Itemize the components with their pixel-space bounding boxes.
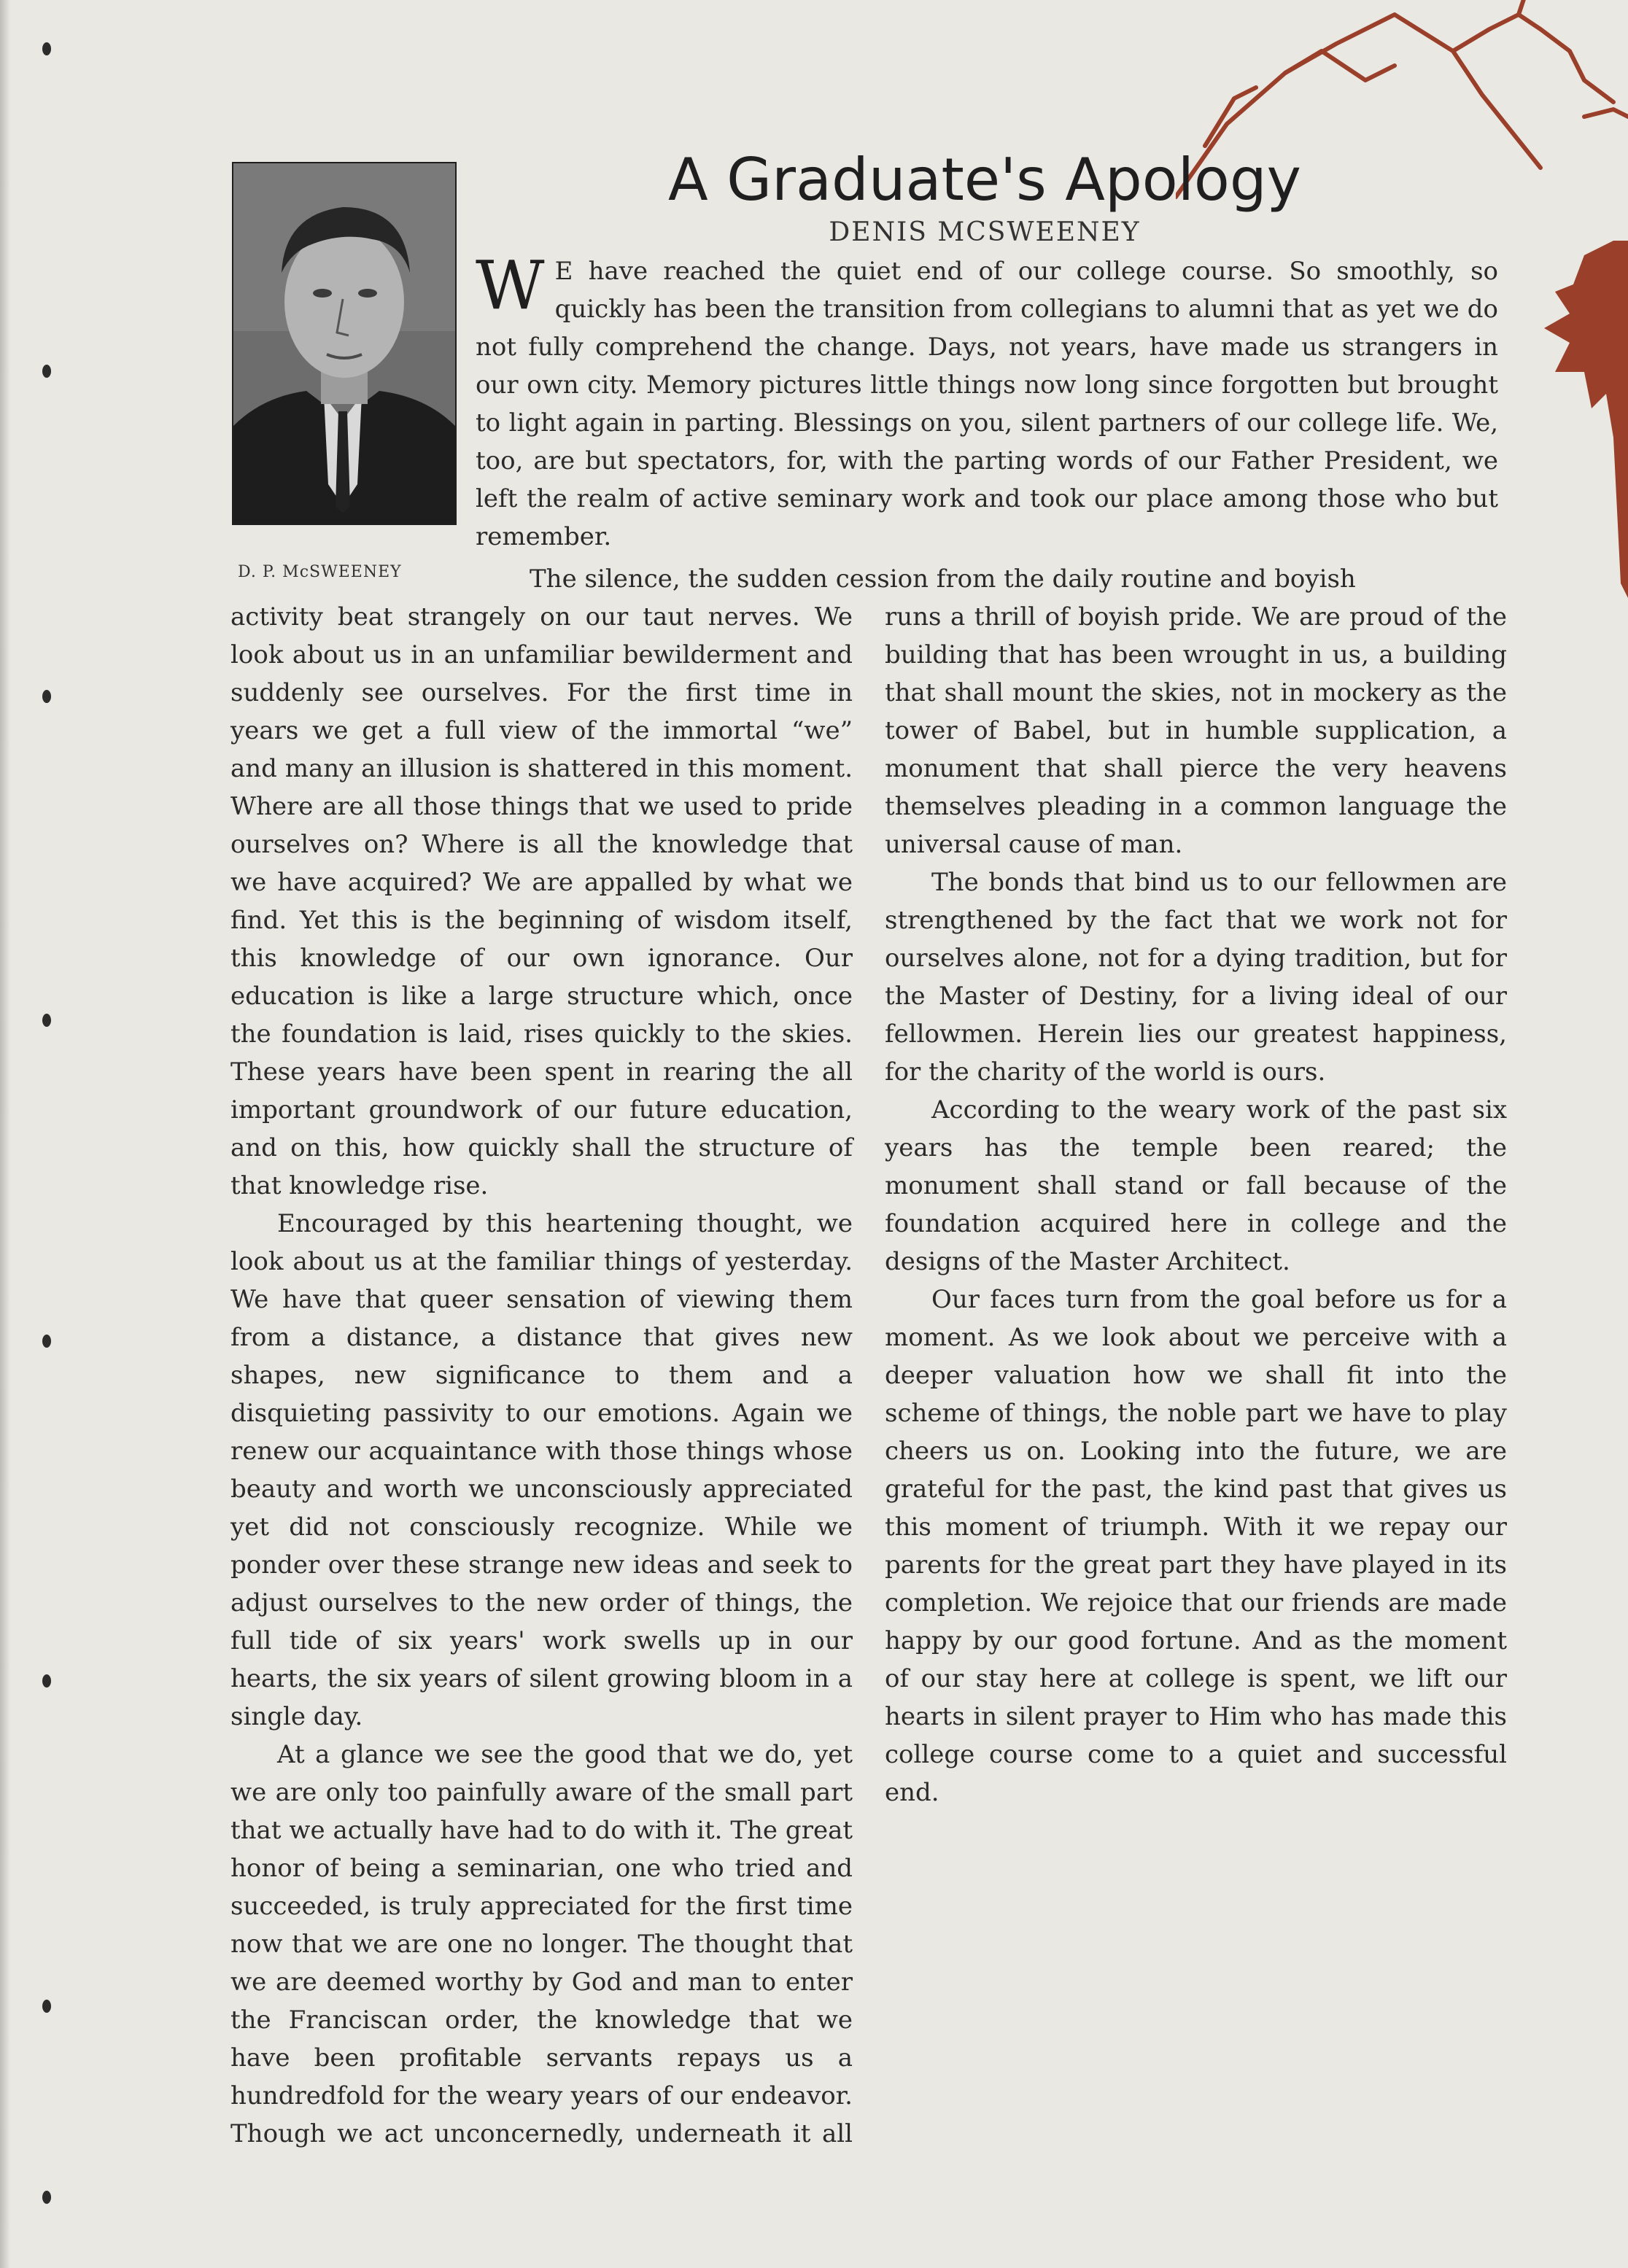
article-body bbox=[230, 560, 1507, 2166]
binding-hole bbox=[42, 2191, 51, 2204]
page-edge bbox=[0, 0, 10, 2268]
binding-hole bbox=[42, 365, 51, 378]
paragraph-2: Encouraged by this heartening thought, we look about us at the familiar things of yesterday. We have that queer sensation of viewing them from a distance, a distance that gives new shapes, new significance to them and a disquieting passivity to our emotions. Again we renew our acquaintance with those things whose beauty and worth we unconsciously appreciated yet did not consciously recognize. While we ponder over these strange new ideas and seek to adjust ourselves to the new order of things, the full tide of six years' work swells up in our hearts, the six years of silent growing bloom in a single day. bbox=[230, 1209, 853, 1731]
binding-hole bbox=[42, 1335, 51, 1348]
portrait-image bbox=[233, 163, 455, 524]
article-title: A Graduate's Apology bbox=[667, 146, 1301, 214]
binding-hole bbox=[42, 42, 51, 55]
author-byline: DENIS MCSWEENEY bbox=[829, 217, 1141, 247]
drop-cap: W bbox=[476, 246, 545, 325]
photo-caption: D. P. McSWEENEY bbox=[238, 563, 402, 581]
paragraph-5: According to the weary work of the past six years has the temple been reared; the monument shall stand or fall because of the foundation acquired here in college and the designs of the Master Architect. bbox=[885, 1095, 1507, 1276]
lead-text: E have reached the quiet end of our college course. So smoothly, so quickly has been the transition from collegians to alumni that as yet we do not fully comprehend the change. Days, not years, have made us strangers in our own city. Memory pictures little things now long since forgotten but brought to light again in parting. Blessings on you, silent partners of our college life. We, too, are but spectators, for, with the parting words of our Father President, we left the realm of active seminary work and took our place among those who but remember. bbox=[476, 257, 1498, 551]
binding-hole bbox=[42, 2000, 51, 2013]
paragraph-3: At a glance we see the good that we do, yet we are only too painfully aware of the small part that we actually have had to do with it. The great honor of being a seminarian, one who tried and succeeded, is truly appreciated for the first time now that we are one no longer. The thought that we are deemed worthy by God and man to enter the Franciscan order, the knowledge that we have been profitable servants repays us a hundredfold for the weary years of our endeavor. Though we act unconcernedly, underneath it all runs a thrill of boyish pride. We are proud of the building that has been wrought in us, a building that shall mount the skies, not in mockery as the tower of Babel, but in humble supplication, a monument that shall pierce the very heavens themselves pleading in a common language the universal cause of man. bbox=[230, 602, 1507, 2148]
author-photo bbox=[232, 162, 457, 525]
paragraph-6: Our faces turn from the goal before us for a moment. As we look about we perceive with a deeper valuation how we shall fit into the scheme of things, the noble part we have to play cheers us on. Looking into the future, we are grateful for the past, the kind past that gives us this moment of triumph. With it we repay our parents for the great part they have played in its completion. We rejoice that our friends are made happy by our good fortune. And as the moment of our stay here at college is spent, we lift our hearts in silent prayer to Him who has made this college course come to a quiet and successful end. bbox=[885, 1285, 1507, 1807]
paragraph-1-opening: The silence, the sudden cession from the daily routine and boyish bbox=[530, 564, 1356, 594]
paragraph-4: The bonds that bind us to our fellowmen are strengthened by the fact that we work not for ourselves alone, not for a dying tradition, but for the Master of Destiny, for a living ideal of our fellowmen. Herein lies our greatest happiness, for the charity of the world is ours. bbox=[885, 868, 1507, 1087]
binding-hole bbox=[42, 690, 51, 703]
paragraph-1-continued: activity beat strangely on our taut nerves. We look about us in an unfamiliar bewilderment and suddenly see ourselves. For the first time in years we get a full view of the immortal “we” and many an illusion is shattered in this moment. Where are all those things that we used to pride ourselves on? Where is all the knowledge that we have acquired? We are appalled by what we find. Yet this is the beginning of wisdom itself, this knowledge of our own ignorance. Our education is like a large structure which, once the foundation is laid, rises quickly to the skies. These years have been spent in rearing the all important groundwork of our future education, and on this, how quickly shall the structure of that knowledge rise. bbox=[230, 602, 853, 1200]
lead-paragraph bbox=[476, 246, 1498, 556]
binding-hole bbox=[42, 1674, 51, 1688]
two-column-body bbox=[230, 598, 1507, 2166]
binding-hole bbox=[42, 1014, 51, 1027]
